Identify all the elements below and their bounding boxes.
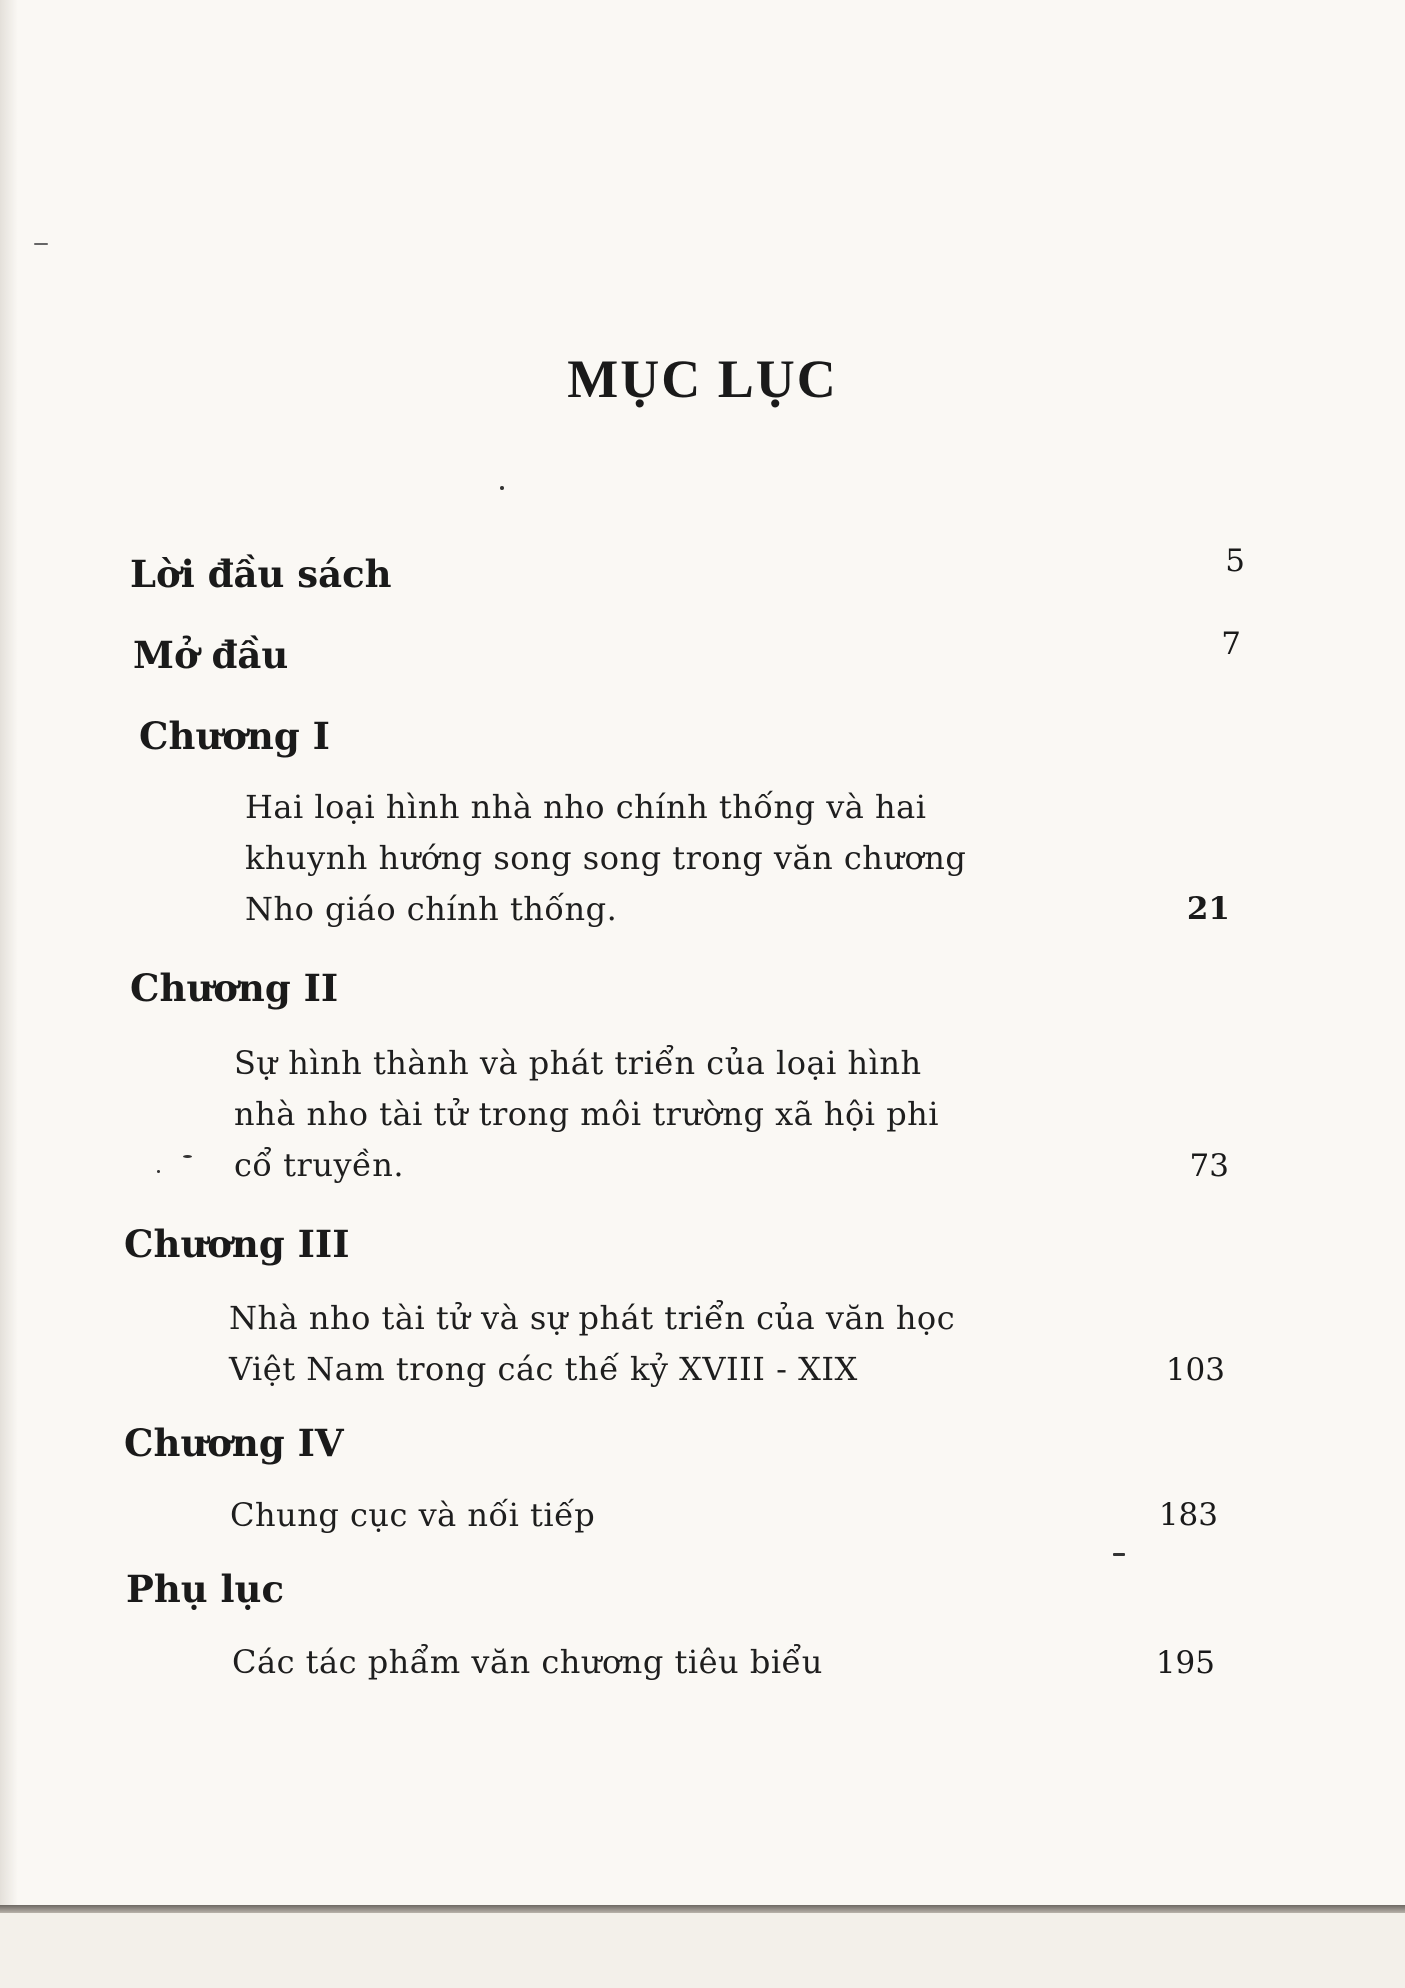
toc-entry-page: 195: [1155, 1645, 1215, 1681]
page-bottom-edge: [0, 1905, 1405, 1913]
toc-chapter-heading: Chương IV: [124, 1421, 344, 1465]
scan-speck: [34, 243, 48, 245]
toc-entry-page: 5: [1225, 543, 1245, 579]
page-title: MỤC LỤC: [567, 349, 838, 409]
toc-entry-page: 21: [1186, 891, 1230, 927]
toc-chapter-heading: Chương III: [124, 1222, 350, 1266]
page-bottom-margin: [0, 1905, 1405, 1988]
toc-appendix-heading: Phụ lục: [126, 1567, 284, 1611]
scan-speck: [1113, 1553, 1125, 1556]
page-edge-shadow: [0, 0, 18, 1988]
toc-chapter-description: Nhà nho tài tử và sự phát triển của văn học Việt Nam trong các thế kỷ XVIII - XIX: [229, 1299, 956, 1388]
toc-chapter-description: Hai loại hình nhà nho chính thống và hai khuynh hướng song song trong văn chương Nho giáo chính thống.: [245, 788, 967, 928]
toc-entry-page: 183: [1158, 1497, 1218, 1533]
toc-entry-page: 103: [1165, 1352, 1225, 1388]
toc-entry-heading: Lời đầu sách: [130, 552, 392, 596]
toc-appendix-description: Các tác phẩm văn chương tiêu biểu: [232, 1643, 823, 1681]
toc-entry-page: 7: [1221, 626, 1241, 662]
scan-speck: [157, 1170, 160, 1173]
toc-chapter-heading: Chương II: [130, 966, 339, 1010]
scan-speck: [500, 486, 504, 490]
toc-entry-heading: Mở đầu: [133, 633, 289, 677]
toc-chapter-heading: Chương I: [139, 714, 330, 758]
toc-entry-page: 73: [1189, 1148, 1229, 1184]
toc-chapter-description: Chung cục và nối tiếp: [230, 1496, 596, 1534]
scan-speck: [183, 1155, 192, 1158]
toc-chapter-description: Sự hình thành và phát triển của loại hình nhà nho tài tử trong môi trường xã hội phi cổ truyền.: [234, 1044, 940, 1184]
